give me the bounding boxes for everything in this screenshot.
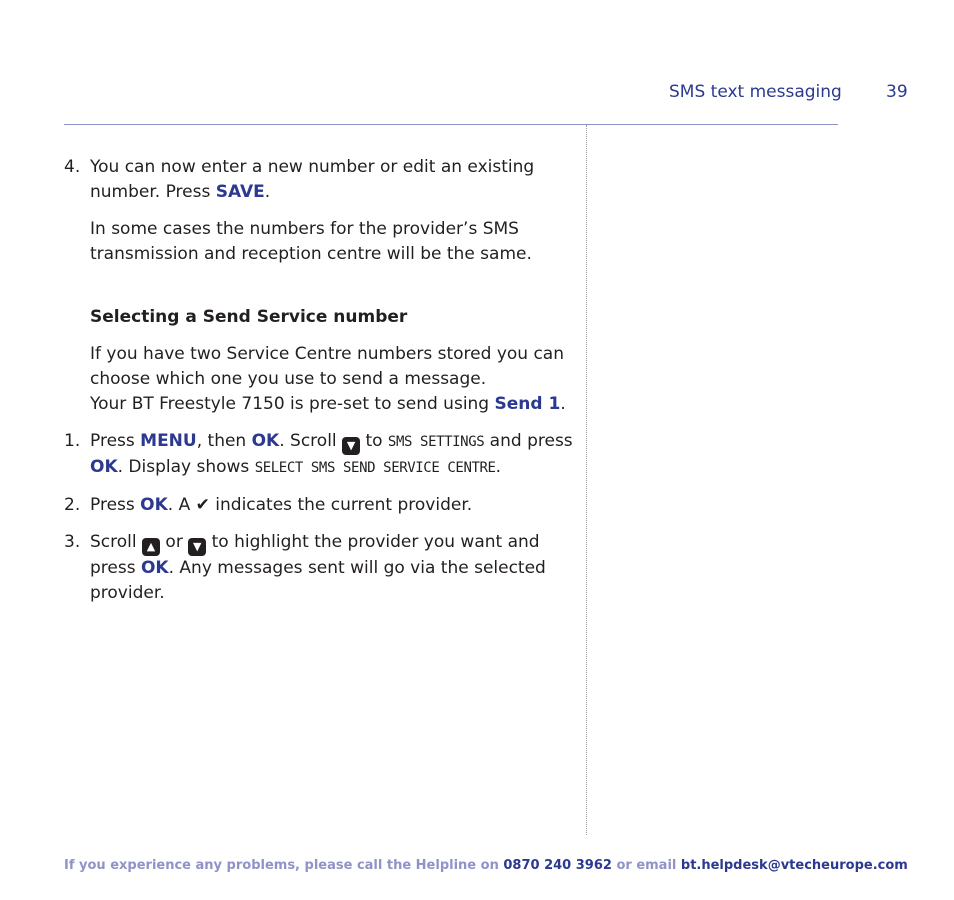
step-2: [64, 493, 574, 518]
ok-key: OK: [90, 457, 118, 477]
column-divider: [586, 125, 587, 835]
footer-helpline: [64, 858, 908, 873]
step-text-end: .: [264, 182, 271, 202]
header-rule: [64, 124, 838, 125]
helpline-number: 0870 240 3962: [503, 858, 612, 873]
menu-key: MENU: [140, 431, 197, 451]
step-4: [64, 155, 574, 205]
down-arrow-icon: ▼: [188, 538, 206, 556]
step-3: [64, 530, 574, 606]
step-text: . Display shows: [117, 457, 255, 477]
step-text: Scroll: [90, 532, 143, 552]
ok-key: OK: [251, 431, 280, 451]
step-text: . Any messages sent will go via the selected provider.: [90, 558, 546, 603]
step-number: 2.: [64, 495, 81, 515]
step-text: to highlight the provider you want and press: [90, 532, 540, 578]
intro-end: .: [560, 394, 566, 414]
step-text: .: [495, 457, 501, 477]
display-text: SELECT SMS SEND SERVICE CENTRE: [254, 460, 496, 476]
ok-key: OK: [140, 495, 168, 515]
intro-line-2: Your BT Freestyle 7150 is pre-set to send using: [90, 394, 495, 414]
intro-paragraph: [64, 342, 574, 417]
step-number: 3.: [64, 532, 81, 552]
main-content: [64, 155, 574, 606]
step-text: or: [160, 532, 189, 552]
step-number: 1.: [64, 431, 81, 451]
intro-line-1: If you have two Service Centre numbers stored you can choose which one you use to send a message.: [90, 344, 564, 389]
step-number: 4.: [64, 157, 81, 177]
step-text: indicates the current provider.: [209, 495, 473, 515]
checkmark-icon: ✔: [195, 495, 210, 515]
helpdesk-email: bt.helpdesk@vtecheurope.com: [680, 858, 908, 873]
footer-text: or email: [611, 858, 681, 873]
step-text: . Scroll: [279, 431, 343, 451]
page-number: 39: [886, 82, 908, 102]
section-title: SMS text messaging: [669, 82, 842, 102]
step-1: [64, 429, 574, 481]
step-text: and press: [484, 431, 573, 451]
step-text: Press: [90, 495, 141, 515]
step-text: to: [360, 431, 388, 451]
save-key: SAVE: [215, 182, 265, 202]
send-1-label: Send 1: [494, 394, 561, 414]
step-text: You can now enter a new number or edit an existing number. Press: [90, 157, 535, 202]
ok-key: OK: [140, 558, 169, 578]
step-text: Press: [90, 431, 141, 451]
up-arrow-icon: ▲: [142, 538, 160, 556]
step-text: , then: [196, 431, 252, 451]
section-heading: Selecting a Send Service number: [90, 307, 408, 327]
footer-text: If you experience any problems, please call the Helpline on: [64, 858, 504, 873]
note-paragraph: In some cases the numbers for the provider’s SMS transmission and reception centre will be the same.: [90, 219, 532, 264]
display-text: SMS SETTINGS: [387, 434, 485, 450]
down-arrow-icon: ▼: [342, 437, 360, 455]
step-text: . A: [167, 495, 196, 515]
